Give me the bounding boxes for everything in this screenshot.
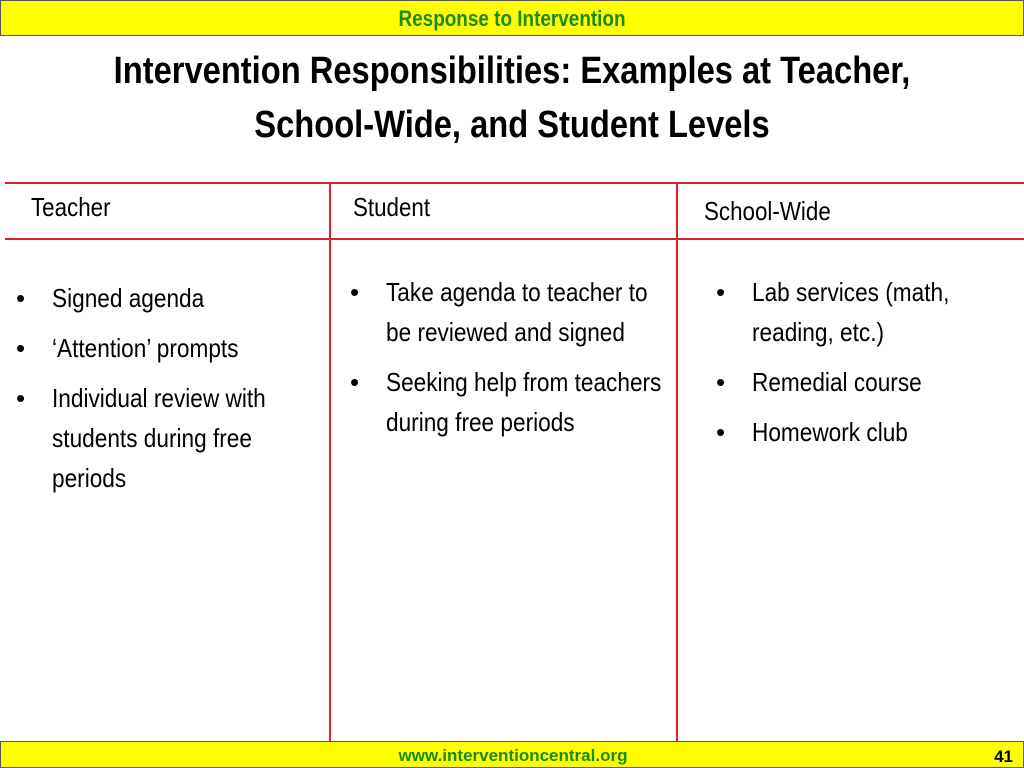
slide-title-line2: School-Wide, and Student Levels <box>254 104 770 146</box>
table-header-rule <box>5 238 1024 240</box>
student-list <box>348 272 668 442</box>
list-item <box>14 278 326 318</box>
column-body-school-wide <box>714 272 1020 462</box>
list-item <box>348 362 668 442</box>
list-item-text: Remedial course <box>752 367 922 397</box>
list-item <box>14 378 326 498</box>
bullet-icon: • <box>16 283 26 313</box>
bullet-icon: • <box>350 367 360 397</box>
bullet-icon: • <box>716 277 726 307</box>
bullet-icon: • <box>16 383 26 413</box>
header-banner-text: Response to Intervention <box>398 6 626 31</box>
list-item-text: ‘Attention’ prompts <box>52 333 239 363</box>
footer-banner <box>0 741 1024 768</box>
footer-url-link[interactable]: www.interventioncentral.org <box>398 746 628 765</box>
list-item-text: Seeking help from teachers during free periods <box>386 367 662 437</box>
column-heading-school-wide: School-Wide <box>704 196 831 226</box>
table-top-rule <box>5 182 1024 184</box>
slide-title-line1: Intervention Responsibilities: Examples at Teacher, <box>113 50 911 92</box>
list-item-text: Individual review with students during free periods <box>52 383 266 493</box>
list-item-text: Signed agenda <box>52 283 205 313</box>
list-item <box>348 272 668 352</box>
column-divider-2 <box>676 182 678 742</box>
header-banner <box>0 0 1024 36</box>
teacher-list <box>14 278 326 498</box>
bullet-icon: • <box>716 417 726 447</box>
responsibilities-table <box>0 182 1024 742</box>
list-item-text: Lab services (math, reading, etc.) <box>752 277 950 347</box>
list-item-text: Take agenda to teacher to be reviewed and signed <box>386 277 648 347</box>
bullet-icon: • <box>16 333 26 363</box>
list-item <box>714 412 1020 452</box>
list-item <box>714 362 1020 402</box>
list-item-text: Homework club <box>752 417 908 447</box>
column-divider-1 <box>329 182 331 742</box>
column-heading-student: Student <box>353 192 431 222</box>
column-body-student <box>348 272 668 452</box>
column-body-teacher <box>14 278 326 508</box>
slide-title <box>72 44 953 152</box>
school-wide-list <box>714 272 1020 452</box>
column-heading-teacher: Teacher <box>31 192 111 222</box>
bullet-icon: • <box>350 277 360 307</box>
bullet-icon: • <box>716 367 726 397</box>
page-number: 41 <box>994 747 1013 766</box>
list-item <box>714 272 1020 352</box>
list-item <box>14 328 326 368</box>
